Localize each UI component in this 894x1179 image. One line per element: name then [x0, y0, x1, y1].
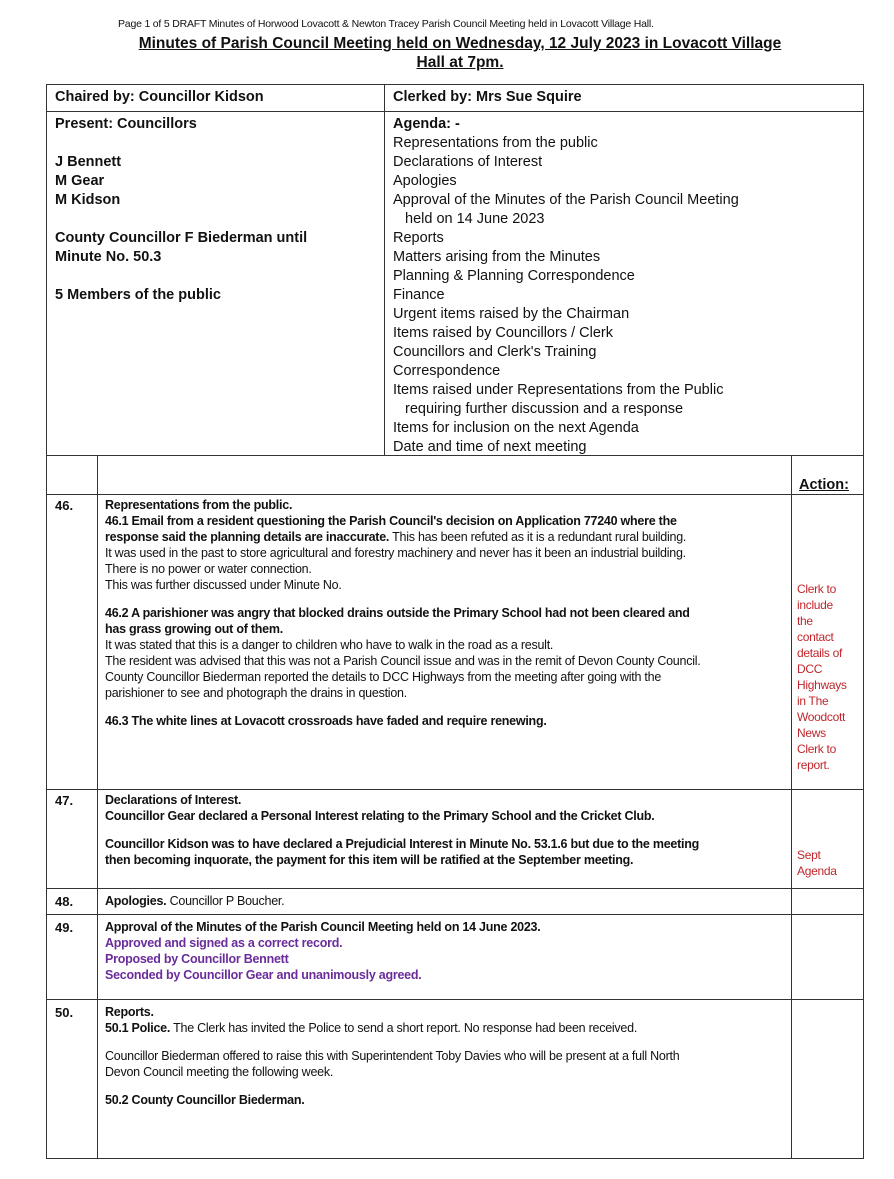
action-text: DCC [797, 662, 823, 676]
action-text: Sept [797, 848, 821, 862]
present-list [55, 115, 375, 305]
agenda-item: Apologies [393, 173, 457, 189]
minute-text: 50.1 Police. [105, 1021, 171, 1035]
agenda-item: Representations from the public [393, 135, 598, 151]
agenda-item: Items raised under Representations from the Public [393, 382, 724, 398]
agenda-item: Correspondence [393, 363, 501, 379]
minute-text: response said the planning details are inaccurate. [105, 530, 390, 544]
agenda-item: held on 14 June 2023 [405, 211, 545, 227]
minute-text: The Clerk has invited the Police to send a short report. No response had been received. [170, 1021, 638, 1035]
table-divider [384, 85, 385, 455]
action-text: News [797, 726, 826, 740]
minute-48-body [105, 893, 785, 909]
action-text: include [797, 598, 833, 612]
county-councillor-line: Minute No. 50.3 [55, 249, 162, 265]
action-column-header: Action: [799, 477, 849, 493]
minute-text: 46.3 The white lines at Lovacott crossroads have faded and require renewing. [105, 714, 547, 728]
action-text: Highways [797, 678, 847, 692]
row-divider [47, 789, 863, 790]
action-text: details of [797, 646, 843, 660]
minute-text: Councillor P Boucher. [166, 894, 285, 908]
action-text: Clerk to [797, 742, 836, 756]
minute-text: This was further discussed under Minute No. [105, 578, 342, 592]
minute-49-body [105, 919, 785, 983]
agenda-label: Agenda: - [393, 116, 460, 132]
row-divider [47, 999, 863, 1000]
minute-title: Representations from the public. [105, 498, 293, 512]
action-text: Agenda [797, 864, 837, 878]
agenda-item: Finance [393, 287, 445, 303]
action-text: report. [797, 758, 830, 772]
minute-text: 46.2 A parishioner was angry that blocked drains outside the Primary School had not been cleared and [105, 606, 690, 620]
minute-number: 46. [55, 498, 74, 513]
minute-title: Reports. [105, 1005, 154, 1019]
minute-text: 46.1 Email from a resident questioning the Parish Council's decision on Application 77240 where the [105, 514, 677, 528]
action-text: in The [797, 694, 829, 708]
minutes-title-line-1: Minutes of Parish Council Meeting held on Wednesday, 12 July 2023 in Lovacott Village [138, 35, 782, 52]
agenda-item: Urgent items raised by the Chairman [393, 306, 630, 322]
agenda-item: Items for inclusion on the next Agenda [393, 420, 639, 436]
minute-resolution: Approved and signed as a correct record. [105, 936, 343, 950]
minute-title: Approval of the Minutes of the Parish Council Meeting held on 14 June 2023. [105, 920, 541, 934]
agenda-item: Matters arising from the Minutes [393, 249, 601, 265]
minute-46-body [105, 497, 785, 729]
minute-text: Councillor Gear declared a Personal Interest relating to the Primary School and the Cricket Club. [105, 809, 655, 823]
minute-text: County Councillor Biederman reported the details to DCC Highways from the meeting after going with the [105, 670, 662, 684]
agenda-item: Councillors and Clerk's Training [393, 344, 597, 360]
agenda-list [393, 115, 858, 457]
minute-number: 49. [55, 920, 74, 935]
county-councillor-line: County Councillor F Biederman until [55, 230, 308, 246]
minute-47-body [105, 792, 785, 868]
minute-resolution: Proposed by Councillor Bennett [105, 952, 289, 966]
present-label: Present: Councillors [55, 116, 197, 132]
action-text: the [797, 614, 813, 628]
action-text: Woodcott [797, 710, 846, 724]
agenda-item: Reports [393, 230, 444, 246]
minute-text: It was stated that this is a danger to children who have to walk in the road as a result. [105, 638, 554, 652]
minute-text: The resident was advised that this was not a Parish Council issue and was in the remit of Devon County Council. [105, 654, 701, 668]
minutes-title-line-2: Hall at 7pm. [416, 54, 504, 71]
minute-resolution: Seconded by Councillor Gear and unanimously agreed. [105, 968, 422, 982]
minute-text: Devon Council meeting the following week. [105, 1065, 334, 1079]
agenda-item: Planning & Planning Correspondence [393, 268, 635, 284]
members-of-public: 5 Members of the public [55, 287, 221, 303]
minute-number: 48. [55, 894, 74, 909]
present-councillor: M Kidson [55, 192, 121, 208]
action-note-46 [797, 581, 859, 773]
column-divider [791, 456, 792, 1158]
present-councillor: M Gear [55, 173, 105, 189]
agenda-item: Items raised by Councillors / Clerk [393, 325, 613, 341]
action-text: contact [797, 630, 834, 644]
minute-text: then becoming inquorate, the payment for this item will be ratified at the September meeting. [105, 853, 634, 867]
present-councillor: J Bennett [55, 154, 122, 170]
agenda-item: Declarations of Interest [393, 154, 543, 170]
agenda-item: requiring further discussion and a response [405, 401, 684, 417]
agenda-item: Date and time of next meeting [393, 439, 587, 455]
table-divider [47, 111, 863, 112]
agenda-item: Approval of the Minutes of the Parish Council Meeting [393, 192, 739, 208]
row-divider [47, 914, 863, 915]
row-divider [47, 494, 863, 495]
minute-text: There is no power or water connection. [105, 562, 312, 576]
chaired-by: Chaired by: Councillor Kidson [55, 89, 264, 105]
action-note-47 [797, 847, 859, 879]
minute-text: Councillor Biederman offered to raise this with Superintendent Toby Davies who will be present at a full North [105, 1049, 680, 1063]
minute-text: has grass growing out of them. [105, 622, 283, 636]
minute-text: It was used in the past to store agricultural and forestry machinery and never has it been an industrial building. [105, 546, 686, 560]
minute-text: 50.2 County Councillor Biederman. [105, 1093, 305, 1107]
minute-text: Councillor Kidson was to have declared a Prejudicial Interest in Minute No. 53.1.6 but due to the meeting [105, 837, 700, 851]
column-divider [97, 456, 98, 1158]
row-divider [47, 888, 863, 889]
minute-text: This has been refuted as it is a redundant rural building. [389, 530, 687, 544]
clerked-by: Clerked by: Mrs Sue Squire [393, 89, 582, 105]
minute-number: 50. [55, 1005, 74, 1020]
minute-title: Declarations of Interest. [105, 793, 242, 807]
minute-number: 47. [55, 793, 74, 808]
minute-50-body [105, 1004, 785, 1108]
minute-title: Apologies. [105, 894, 167, 908]
attendance-agenda-table [46, 84, 864, 456]
minutes-table [46, 456, 864, 1159]
page-header-note: Page 1 of 5 DRAFT Minutes of Horwood Lovacott & Newton Tracey Parish Council Meeting held in Lovacott Village Hall. [118, 18, 654, 30]
action-text: Clerk to [797, 582, 836, 596]
minute-text: parishioner to see and photograph the drains in question. [105, 686, 407, 700]
